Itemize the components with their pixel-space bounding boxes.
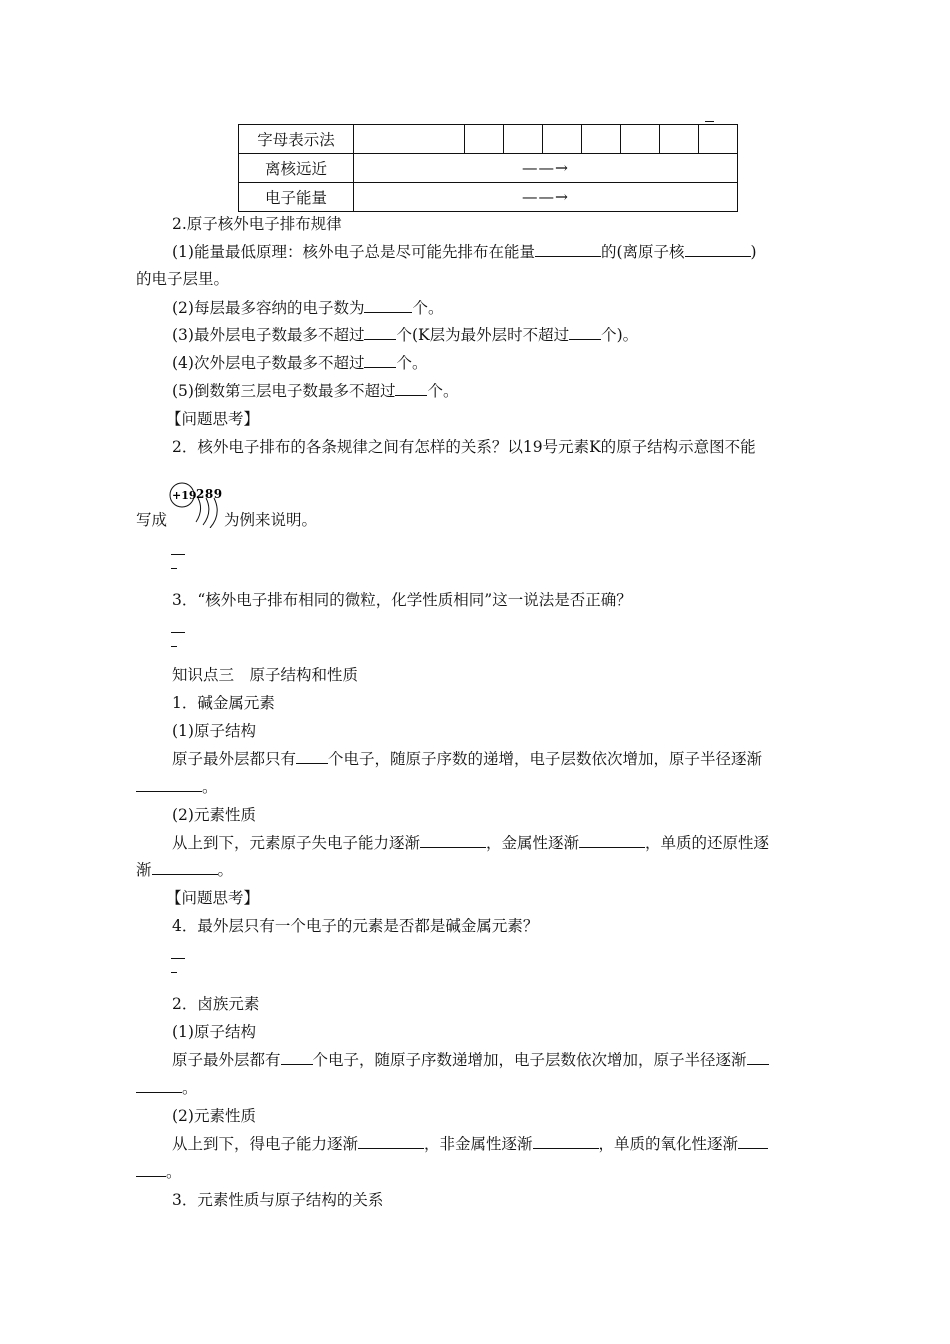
subsection-title: (1)原子结构 [172, 1023, 256, 1041]
table-cell [621, 125, 660, 154]
subsection-title: (2)元素性质 [172, 806, 256, 824]
fill-blank [281, 1049, 313, 1065]
text: 个。 [427, 382, 459, 400]
table-edge-mark [705, 121, 714, 122]
question-text: 为例来说明。 [224, 511, 318, 529]
table-arrow-cell: ——→ [354, 183, 738, 212]
fill-blank [685, 241, 751, 257]
text: ) [750, 243, 757, 261]
fill-blank [569, 324, 601, 340]
text: ，金属性逐渐 [486, 834, 580, 852]
section-title: 1．碱金属元素 [172, 694, 275, 712]
subsection-title: (2)元素性质 [172, 1107, 256, 1125]
question: 2．核外电子排布的各条规律之间有怎样的关系？以19号元素K的原子结构示意图不能 [172, 438, 756, 456]
shell-arc [210, 498, 217, 528]
text: 个电子，随原子序数的递增，电子层数依次增加，原子半径逐渐 [328, 750, 763, 768]
fill-blank [358, 1133, 424, 1149]
paragraph [172, 380, 458, 402]
fill-blank [296, 748, 328, 764]
table-row [239, 183, 738, 212]
table-cell [354, 125, 465, 154]
table-row [239, 154, 738, 183]
fill-blank [747, 1049, 769, 1065]
table-row-label: 离核远近 [239, 154, 354, 183]
paragraph [172, 297, 443, 319]
fill-blank [579, 832, 645, 848]
paragraph: 的电子层里。 [136, 270, 230, 288]
paragraph [172, 241, 757, 263]
text: 个电子，随原子序数递增加，电子层数依次增加，原子半径逐渐 [312, 1051, 747, 1069]
question: 4．最外层只有一个电子的元素是否都是碱金属元素？ [172, 917, 539, 935]
table-arrow-cell: ——→ [354, 154, 738, 183]
text: 个。 [396, 354, 428, 372]
atom-structure-diagram [168, 478, 230, 528]
paragraph [172, 1049, 769, 1071]
fill-blank [395, 380, 427, 396]
fill-blank [136, 1077, 182, 1093]
paragraph [136, 1161, 182, 1183]
paragraph [136, 1077, 198, 1099]
table-cell [582, 125, 621, 154]
paragraph [172, 324, 638, 346]
text: 。 [182, 1079, 198, 1097]
text: 个(K层为最外层时不超过 [396, 326, 570, 344]
text: 个。 [412, 299, 444, 317]
paragraph [172, 748, 762, 770]
shell-arc [196, 498, 201, 522]
text: 从上到下，元素原子失电子能力逐渐 [172, 834, 421, 852]
text: 个)。 [601, 326, 639, 344]
table-cell [504, 125, 543, 154]
fill-blank [535, 241, 601, 257]
paragraph [172, 352, 427, 374]
table-row-label: 字母表示法 [239, 125, 354, 154]
think-heading: 【问题思考】 [166, 889, 260, 907]
nucleus-charge: +19 [172, 489, 197, 502]
question: 3．“核外电子排布相同的微粒，化学性质相同”这一说法是否正确？ [172, 591, 632, 609]
paragraph [172, 832, 769, 854]
table-cell [543, 125, 582, 154]
text: 。 [217, 861, 234, 879]
text: 原子最外层都有 [172, 1051, 281, 1069]
shell-arc [203, 498, 209, 525]
text: 。 [166, 1163, 182, 1181]
text: (4)次外层电子数最多不超过 [172, 354, 365, 372]
section-title: 2．卤族元素 [172, 995, 260, 1013]
answer-line [171, 632, 185, 633]
answer-line [171, 568, 177, 569]
section-title: 2.原子核外电子排布规律 [172, 215, 342, 233]
text: (1)能量最低原理：核外电子总是尽可能先排布在能量 [172, 243, 535, 261]
knowledge-point-title: 知识点三 原子结构和性质 [172, 666, 359, 684]
fill-blank [136, 1161, 166, 1177]
text: 渐 [136, 861, 152, 879]
paragraph [172, 1133, 768, 1155]
text: ，单质的氧化性逐渐 [598, 1135, 739, 1153]
text: (2)每层最多容纳的电子数为 [172, 299, 365, 317]
answer-line [171, 646, 177, 647]
answer-line [171, 972, 177, 973]
table-cell [660, 125, 699, 154]
table-cell [699, 125, 738, 154]
electron-shell-table [238, 124, 738, 212]
fill-blank [420, 832, 486, 848]
subsection-title: (1)原子结构 [172, 722, 256, 740]
fill-blank [364, 297, 412, 313]
table-row [239, 125, 738, 154]
text: ，非金属性逐渐 [424, 1135, 533, 1153]
question-text: 写成 [136, 511, 168, 529]
paragraph [136, 776, 218, 798]
section-title: 3．元素性质与原子结构的关系 [172, 1191, 384, 1209]
paragraph [136, 859, 233, 881]
table-cell [465, 125, 504, 154]
table-row-label: 电子能量 [239, 183, 354, 212]
text: 原子最外层都只有 [172, 750, 297, 768]
text: 从上到下，得电子能力逐渐 [172, 1135, 359, 1153]
fill-blank [364, 324, 396, 340]
text: (5)倒数第三层电子数最多不超过 [172, 382, 396, 400]
fill-blank [152, 859, 218, 875]
fill-blank [738, 1133, 768, 1149]
shell-electrons: 289 [196, 487, 223, 501]
text: (3)最外层电子数最多不超过 [172, 326, 365, 344]
fill-blank [364, 352, 396, 368]
fill-blank [136, 776, 202, 792]
text: ，单质的还原性逐 [645, 834, 770, 852]
fill-blank [533, 1133, 599, 1149]
text: 的(离原子核 [600, 243, 685, 261]
text: 。 [202, 778, 218, 796]
answer-line [171, 554, 185, 555]
think-heading: 【问题思考】 [166, 410, 260, 428]
answer-line [171, 958, 185, 959]
